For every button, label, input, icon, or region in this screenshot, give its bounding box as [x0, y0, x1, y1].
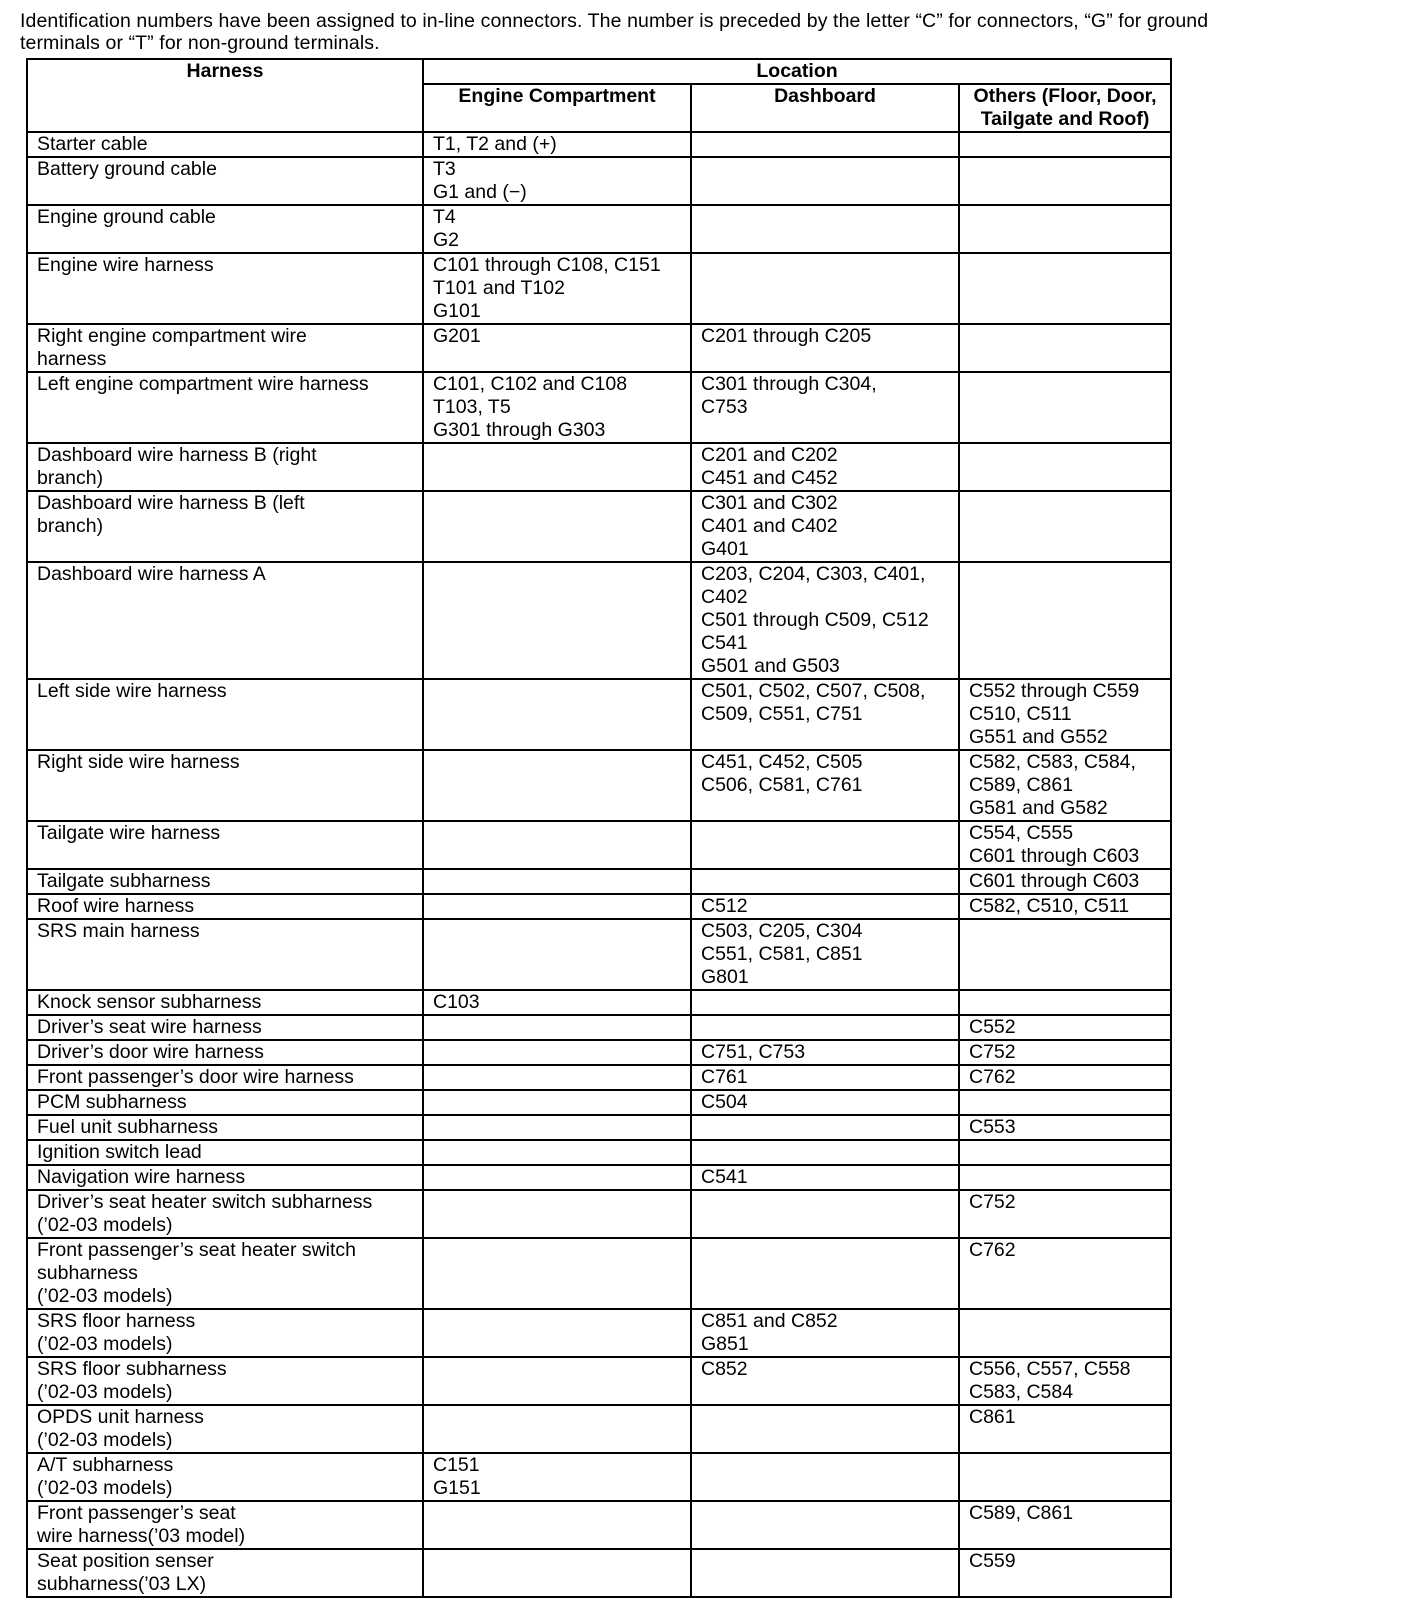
table-row: [27, 750, 1171, 821]
engine-cell-line: T4: [433, 206, 456, 228]
harness-cell: [27, 679, 423, 750]
engine-cell: [423, 750, 691, 821]
others-cell: [959, 679, 1171, 750]
dashboard-cell: [691, 1501, 959, 1549]
others-cell: [959, 919, 1171, 990]
table-row: [27, 869, 1171, 894]
others-cell: [959, 1453, 1171, 1501]
harness-cell-line: Driver’s seat wire harness: [37, 1016, 262, 1038]
table-row: [27, 253, 1171, 324]
dashboard-cell-line: C751, C753: [701, 1041, 806, 1063]
engine-cell: [423, 1165, 691, 1190]
harness-cell: [27, 1549, 423, 1597]
harness-cell-line: Roof wire harness: [37, 895, 195, 917]
dashboard-cell-line: C301 through C304,: [701, 373, 877, 395]
harness-cell-line: Right engine compartment wire: [37, 325, 307, 347]
engine-cell-line: G201: [433, 325, 481, 347]
harness-cell: [27, 372, 423, 443]
harness-cell-line: Fuel unit subharness: [37, 1116, 219, 1138]
dashboard-cell-line: C501 through C509, C512: [701, 609, 929, 631]
header-others: [959, 84, 1171, 132]
harness-cell: [27, 1190, 423, 1238]
harness-cell-line: Front passenger’s door wire harness: [37, 1066, 354, 1088]
harness-cell: [27, 1453, 423, 1501]
others-cell: [959, 750, 1171, 821]
others-cell-line: C762: [969, 1239, 1016, 1261]
harness-cell-line: Dashboard wire harness B (left: [37, 492, 305, 514]
dashboard-cell: [691, 1165, 959, 1190]
engine-cell-line: G151: [433, 1477, 481, 1499]
table-row: [27, 491, 1171, 562]
dashboard-cell: [691, 1238, 959, 1309]
header-others-line-1: Others (Floor, Door,: [973, 85, 1157, 107]
harness-cell: [27, 894, 423, 919]
harness-cell-line: Tailgate wire harness: [37, 822, 221, 844]
engine-cell: [423, 491, 691, 562]
harness-cell-line: Dashboard wire harness B (right: [37, 444, 317, 466]
others-cell: [959, 1238, 1171, 1309]
others-cell-line: C601 through C603: [969, 845, 1140, 867]
table-row: [27, 1065, 1171, 1090]
harness-cell: [27, 821, 423, 869]
harness-cell-line: A/T subharness: [37, 1454, 174, 1476]
harness-cell-line: Driver’s door wire harness: [37, 1041, 264, 1063]
table-row: [27, 1501, 1171, 1549]
others-cell-line: C556, C557, C558: [969, 1358, 1131, 1380]
harness-cell-line: Front passenger’s seat heater switch: [37, 1239, 357, 1261]
harness-cell-line: SRS floor subharness: [37, 1358, 227, 1380]
harness-cell-line: subharness: [37, 1262, 138, 1284]
engine-cell: [423, 1309, 691, 1357]
dashboard-cell-line: C509, C551, C751: [701, 703, 863, 725]
dashboard-cell: [691, 1549, 959, 1597]
dashboard-cell-line: C541: [701, 1166, 748, 1188]
harness-cell-line: branch): [37, 515, 104, 537]
harness-cell-line: Engine wire harness: [37, 254, 214, 276]
dashboard-cell-line: C203, C204, C303, C401,: [701, 563, 926, 585]
dashboard-cell: [691, 372, 959, 443]
table-row: [27, 1015, 1171, 1040]
dashboard-cell: [691, 253, 959, 324]
others-cell: [959, 372, 1171, 443]
dashboard-cell: [691, 990, 959, 1015]
harness-cell: [27, 205, 423, 253]
dashboard-cell: [691, 1015, 959, 1040]
others-cell: [959, 324, 1171, 372]
others-cell: [959, 1190, 1171, 1238]
harness-cell-line: SRS main harness: [37, 920, 200, 942]
table-row: [27, 372, 1171, 443]
engine-cell: [423, 132, 691, 157]
harness-cell: [27, 1090, 423, 1115]
table-row: [27, 1140, 1171, 1165]
dashboard-cell: [691, 869, 959, 894]
intro-line-1: Identification numbers have been assigned to in-line connectors. The number is preceded by the letter “C” for connectors, “G” for ground: [20, 10, 1209, 32]
harness-cell: [27, 1140, 423, 1165]
dashboard-cell-line: C506, C581, C761: [701, 774, 863, 796]
dashboard-cell: [691, 562, 959, 679]
harness-cell-line: wire harness(’03 model): [37, 1525, 246, 1547]
engine-cell-line: C101, C102 and C108: [433, 373, 628, 395]
engine-cell: [423, 1453, 691, 1501]
dashboard-cell: [691, 205, 959, 253]
others-cell-line: C861: [969, 1406, 1016, 1428]
engine-cell-line: C101 through C108, C151: [433, 254, 661, 276]
engine-cell: [423, 990, 691, 1015]
others-cell: [959, 1140, 1171, 1165]
dashboard-cell-line: C851 and C852: [701, 1310, 838, 1332]
harness-cell: [27, 132, 423, 157]
harness-cell-line: (’02-03 models): [37, 1429, 173, 1451]
header-harness: Harness: [27, 59, 423, 132]
harness-cell-line: Seat position senser: [37, 1550, 214, 1572]
others-cell-line: C552 through C559: [969, 680, 1140, 702]
dashboard-cell-line: G851: [701, 1333, 749, 1355]
others-cell-line: C552: [969, 1016, 1016, 1038]
dashboard-cell-line: C753: [701, 396, 748, 418]
harness-cell: [27, 1065, 423, 1090]
dashboard-cell: [691, 443, 959, 491]
dashboard-cell: [691, 1190, 959, 1238]
harness-cell-line: Tailgate subharness: [37, 870, 211, 892]
dashboard-cell: [691, 894, 959, 919]
dashboard-cell-line: C504: [701, 1091, 748, 1113]
table-row: [27, 679, 1171, 750]
table-row: [27, 1309, 1171, 1357]
dashboard-cell-line: C201 and C202: [701, 444, 838, 466]
table-row: [27, 1165, 1171, 1190]
others-cell: [959, 1501, 1171, 1549]
harness-cell: [27, 869, 423, 894]
dashboard-cell: [691, 1405, 959, 1453]
engine-cell: [423, 1140, 691, 1165]
engine-cell: [423, 253, 691, 324]
others-cell: [959, 132, 1171, 157]
table-body: [27, 132, 1171, 1597]
dashboard-cell-line: G501 and G503: [701, 655, 840, 677]
table-row: [27, 1357, 1171, 1405]
others-cell: [959, 205, 1171, 253]
harness-location-table: [26, 58, 1172, 1598]
others-cell: [959, 1115, 1171, 1140]
dashboard-cell: [691, 1115, 959, 1140]
engine-cell: [423, 1040, 691, 1065]
dashboard-cell: [691, 1040, 959, 1065]
harness-cell-line: SRS floor harness: [37, 1310, 196, 1332]
table-row: [27, 443, 1171, 491]
others-cell: [959, 1549, 1171, 1597]
others-cell-line: C601 through C603: [969, 870, 1140, 892]
table-row: [27, 1115, 1171, 1140]
dashboard-cell: [691, 157, 959, 205]
engine-cell: [423, 157, 691, 205]
harness-cell-line: PCM subharness: [37, 1091, 187, 1113]
harness-cell: [27, 1040, 423, 1065]
table-row: [27, 1453, 1171, 1501]
harness-cell: [27, 491, 423, 562]
engine-cell-line: G101: [433, 300, 481, 322]
table-row: [27, 1238, 1171, 1309]
engine-cell: [423, 1549, 691, 1597]
engine-cell: [423, 1357, 691, 1405]
harness-cell-line: subharness(’03 LX): [37, 1573, 207, 1595]
dashboard-cell: [691, 1357, 959, 1405]
dashboard-cell-line: C541: [701, 632, 748, 654]
harness-cell: [27, 1165, 423, 1190]
others-cell-line: C752: [969, 1191, 1016, 1213]
table-row: [27, 919, 1171, 990]
dashboard-cell: [691, 1140, 959, 1165]
harness-cell-line: Ignition switch lead: [37, 1141, 202, 1163]
engine-cell: [423, 443, 691, 491]
engine-cell: [423, 1190, 691, 1238]
table-row: [27, 324, 1171, 372]
harness-cell: [27, 324, 423, 372]
engine-cell: [423, 205, 691, 253]
others-cell-line: G551 and G552: [969, 726, 1108, 748]
others-cell-line: C752: [969, 1041, 1016, 1063]
harness-cell-line: Navigation wire harness: [37, 1166, 246, 1188]
others-cell-line: C583, C584: [969, 1381, 1074, 1403]
harness-cell: [27, 443, 423, 491]
others-cell: [959, 1357, 1171, 1405]
engine-cell: [423, 1115, 691, 1140]
engine-cell: [423, 324, 691, 372]
harness-cell: [27, 919, 423, 990]
engine-cell: [423, 562, 691, 679]
dashboard-cell: [691, 821, 959, 869]
dashboard-cell: [691, 324, 959, 372]
harness-cell-line: Starter cable: [37, 133, 148, 155]
dashboard-cell-line: G801: [701, 966, 749, 988]
harness-cell: [27, 1115, 423, 1140]
harness-cell: [27, 1357, 423, 1405]
dashboard-cell-line: G401: [701, 538, 749, 560]
engine-cell: [423, 1405, 691, 1453]
harness-cell-line: Left engine compartment wire harness: [37, 373, 369, 395]
others-cell: [959, 1405, 1171, 1453]
engine-cell-line: C151: [433, 1454, 480, 1476]
dashboard-cell-line: C761: [701, 1066, 748, 1088]
others-cell: [959, 1165, 1171, 1190]
harness-cell-line: Front passenger’s seat: [37, 1502, 236, 1524]
engine-cell-line: G301 through G303: [433, 419, 606, 441]
engine-cell: [423, 1065, 691, 1090]
engine-cell: [423, 869, 691, 894]
others-cell: [959, 1090, 1171, 1115]
others-cell: [959, 821, 1171, 869]
harness-cell-line: (’02-03 models): [37, 1333, 173, 1355]
table-row: [27, 1549, 1171, 1597]
dashboard-cell: [691, 1309, 959, 1357]
harness-cell-line: (’02-03 models): [37, 1477, 173, 1499]
intro-paragraph: [20, 10, 1370, 54]
others-cell: [959, 869, 1171, 894]
others-cell-line: C510, C511: [969, 703, 1072, 725]
harness-cell-line: OPDS unit harness: [37, 1406, 204, 1428]
dashboard-cell-line: C401 and C402: [701, 515, 838, 537]
dashboard-cell-line: C512: [701, 895, 748, 917]
dashboard-cell: [691, 919, 959, 990]
harness-cell: [27, 157, 423, 205]
header-others-line-2: Tailgate and Roof): [980, 108, 1150, 130]
dashboard-cell: [691, 1453, 959, 1501]
harness-cell: [27, 990, 423, 1015]
dashboard-cell-line: C551, C581, C851: [701, 943, 863, 965]
harness-cell: [27, 1238, 423, 1309]
engine-cell: [423, 1238, 691, 1309]
table-row: [27, 894, 1171, 919]
engine-cell-line: C103: [433, 991, 480, 1013]
dashboard-cell: [691, 679, 959, 750]
others-cell-line: C553: [969, 1116, 1016, 1138]
others-cell: [959, 894, 1171, 919]
table-row: [27, 1190, 1171, 1238]
dashboard-cell-line: C451 and C452: [701, 467, 838, 489]
dashboard-cell-line: C201 through C205: [701, 325, 872, 347]
dashboard-cell: [691, 132, 959, 157]
engine-cell: [423, 1015, 691, 1040]
harness-cell-line: harness: [37, 348, 107, 370]
others-cell: [959, 253, 1171, 324]
harness-cell-line: Left side wire harness: [37, 680, 227, 702]
table-row: [27, 990, 1171, 1015]
engine-cell: [423, 919, 691, 990]
dashboard-cell-line: C852: [701, 1358, 748, 1380]
others-cell: [959, 562, 1171, 679]
harness-cell-line: Dashboard wire harness A: [37, 563, 266, 585]
table-row: [27, 1040, 1171, 1065]
dashboard-cell: [691, 1065, 959, 1090]
others-cell-line: C554, C555: [969, 822, 1074, 844]
engine-cell-line: T3: [433, 158, 456, 180]
harness-cell-line: (’02-03 models): [37, 1214, 173, 1236]
others-cell-line: C762: [969, 1066, 1016, 1088]
harness-cell-line: Right side wire harness: [37, 751, 240, 773]
others-cell-line: C589, C861: [969, 1502, 1074, 1524]
engine-cell: [423, 372, 691, 443]
others-cell-line: C559: [969, 1550, 1016, 1572]
engine-cell-line: T101 and T102: [433, 277, 565, 299]
harness-cell-line: Driver’s seat heater switch subharness: [37, 1191, 373, 1213]
engine-cell-line: T1, T2 and (+): [433, 133, 557, 155]
table-row: [27, 205, 1171, 253]
intro-line-2: terminals or “T” for non-ground terminals.: [20, 32, 380, 54]
harness-cell-line: Engine ground cable: [37, 206, 216, 228]
harness-cell: [27, 1405, 423, 1453]
harness-cell: [27, 750, 423, 821]
others-cell: [959, 157, 1171, 205]
harness-cell: [27, 253, 423, 324]
dashboard-cell: [691, 491, 959, 562]
engine-cell: [423, 679, 691, 750]
dashboard-cell: [691, 750, 959, 821]
harness-cell-line: (’02-03 models): [37, 1285, 173, 1307]
harness-cell-line: branch): [37, 467, 104, 489]
dashboard-cell-line: C451, C452, C505: [701, 751, 863, 773]
engine-cell: [423, 1501, 691, 1549]
engine-cell-line: G2: [433, 229, 460, 251]
table-row: [27, 157, 1171, 205]
engine-cell-line: G1 and (−): [433, 181, 527, 203]
harness-cell: [27, 562, 423, 679]
others-cell-line: C582, C510, C511: [969, 895, 1130, 917]
others-cell-line: C589, C861: [969, 774, 1074, 796]
harness-cell-line: Battery ground cable: [37, 158, 217, 180]
engine-cell: [423, 821, 691, 869]
header-location: Location: [423, 59, 1171, 84]
others-cell: [959, 1309, 1171, 1357]
others-cell: [959, 443, 1171, 491]
header-dashboard: Dashboard: [691, 84, 959, 132]
dashboard-cell-line: C501, C502, C507, C508,: [701, 680, 926, 702]
header-engine-compartment: Engine Compartment: [423, 84, 691, 132]
others-cell: [959, 491, 1171, 562]
others-cell: [959, 990, 1171, 1015]
harness-cell-line: Knock sensor subharness: [37, 991, 262, 1013]
others-cell: [959, 1040, 1171, 1065]
harness-cell: [27, 1309, 423, 1357]
others-cell-line: C582, C583, C584,: [969, 751, 1136, 773]
dashboard-cell-line: C503, C205, C304: [701, 920, 863, 942]
table-row: [27, 562, 1171, 679]
table-row: [27, 1090, 1171, 1115]
others-cell-line: G581 and G582: [969, 797, 1108, 819]
others-cell: [959, 1015, 1171, 1040]
harness-cell: [27, 1501, 423, 1549]
dashboard-cell-line: C301 and C302: [701, 492, 838, 514]
table-row: [27, 1405, 1171, 1453]
dashboard-cell-line: C402: [701, 586, 748, 608]
harness-cell: [27, 1015, 423, 1040]
engine-cell: [423, 894, 691, 919]
table-row: [27, 132, 1171, 157]
others-cell: [959, 1065, 1171, 1090]
table-row: [27, 821, 1171, 869]
harness-cell-line: (’02-03 models): [37, 1381, 173, 1403]
engine-cell: [423, 1090, 691, 1115]
dashboard-cell: [691, 1090, 959, 1115]
engine-cell-line: T103, T5: [433, 396, 511, 418]
